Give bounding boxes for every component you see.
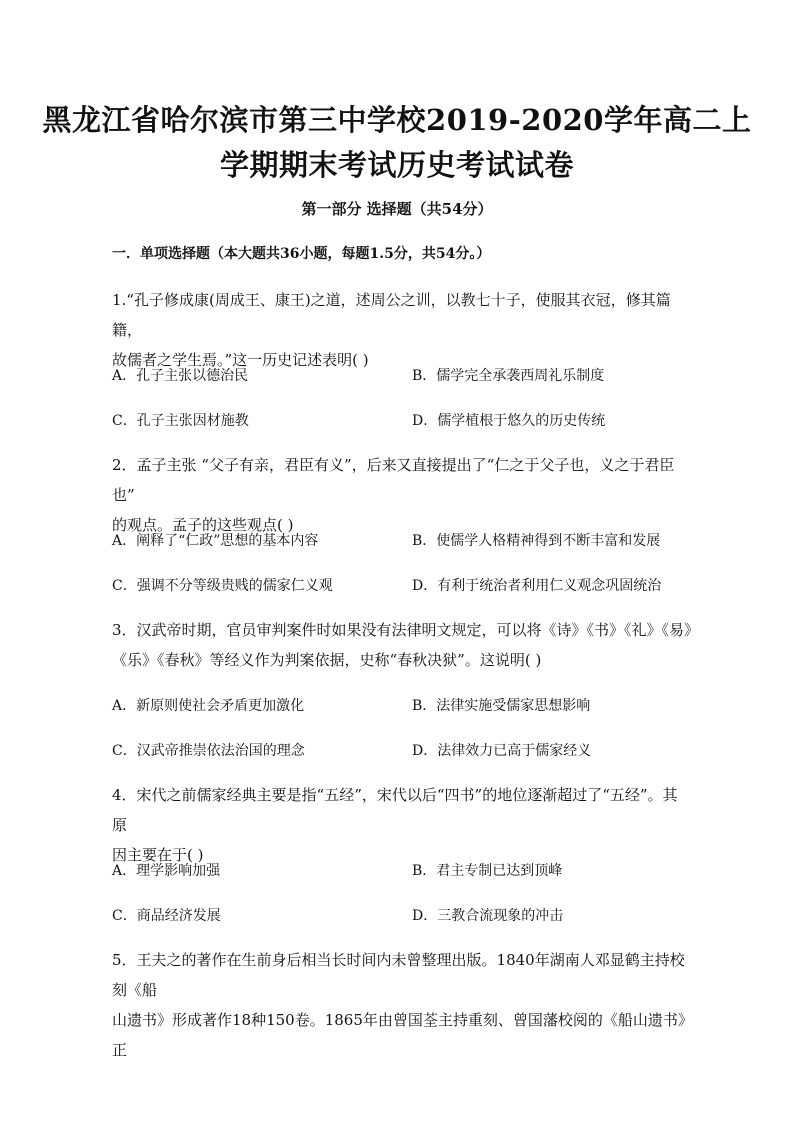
question-1-option-c: C．孔子主张因材施教 — [112, 413, 249, 429]
question-3-option-a: A．新原则使社会矛盾更加激化 — [112, 698, 305, 714]
question-2-line-2: 的观点。孟子的这些观点( ) — [112, 516, 294, 534]
question-4-option-d: D．三教合流现象的冲击 — [412, 908, 564, 924]
question-2-option-c: C．强调不分等级贵贱的儒家仁义观 — [112, 578, 333, 594]
question-2 — [112, 450, 692, 540]
question-3-line-1: 3．汉武帝时期，官员审判案件时如果没有法律明文规定，可以将《诗》《书》《礼》《易》 — [112, 621, 700, 639]
question-3-option-b: B．法律实施受儒家思想影响 — [412, 698, 591, 714]
question-5 — [112, 945, 692, 1065]
question-1 — [112, 285, 692, 375]
question-4-option-c: C．商品经济发展 — [112, 908, 221, 924]
question-1-option-a: A．孔子主张以德治民 — [112, 368, 249, 384]
section-title: 第一部分 选择题（共54分） — [301, 200, 493, 218]
exam-title-line2: 学期期末考试历史考试试卷 — [219, 148, 574, 182]
question-4-option-b: B．君主专制已达到顶峰 — [412, 863, 563, 879]
question-1-option-d: D．儒学植根于悠久的历史传统 — [412, 413, 606, 429]
question-2-option-a: A．阐释了“仁政”思想的基本内容 — [112, 533, 319, 549]
part-heading: 一．单项选择题（本大题共36小题，每题1.5分，共54分。） — [112, 246, 491, 262]
question-2-option-d: D．有利于统治者利用仁义观念巩固统治 — [412, 578, 662, 594]
question-5-line-1: 5．王夫之的著作在生前身后相当长时间内未曾整理出版。1840年湖南人邓显鹤主持校刻《船 — [112, 951, 685, 999]
question-3 — [112, 615, 700, 675]
exam-title-line1: 黑龙江省哈尔滨市第三中学校2019-2020学年高二上 — [42, 103, 752, 137]
question-2-option-b: B．使儒学人格精神得到不断丰富和发展 — [412, 533, 661, 549]
question-4-option-a: A．理学影响加强 — [112, 863, 221, 879]
question-3-option-c: C．汉武帝推崇依法治国的理念 — [112, 743, 305, 759]
question-3-line-2: 《乐》《春秋》等经义作为判案依据，史称“春秋决狱”。这说明( ) — [112, 651, 542, 669]
question-3-option-d: D．法律效力已高于儒家经义 — [412, 743, 592, 759]
question-1-line-2: 故儒者之学生焉。”这一历史记述表明( ) — [112, 351, 369, 369]
question-1-option-b: B．儒学完全承袭西周礼乐制度 — [412, 368, 605, 384]
question-4 — [112, 780, 692, 870]
question-4-line-2: 因主要在于( ) — [112, 846, 204, 864]
question-1-line-1: 1.“孔子修成康(周成王、康王)之道，述周公之训，以教七十子，使服其衣冠，修其篇籍， — [112, 291, 671, 339]
question-5-line-2: 山遗书》形成著作18种150卷。1865年由曾国荃主持重刻、曾国藩校阅的《船山遗书》正 — [112, 1011, 686, 1059]
question-4-line-1: 4．宋代之前儒家经典主要是指“五经”，宋代以后“四书”的地位逐渐超过了“五经”。其原 — [112, 786, 678, 834]
question-2-line-1: 2．孟子主张 “父子有亲，君臣有义”，后来又直接提出了“仁之于父子也，义之于君臣也” — [112, 456, 675, 504]
